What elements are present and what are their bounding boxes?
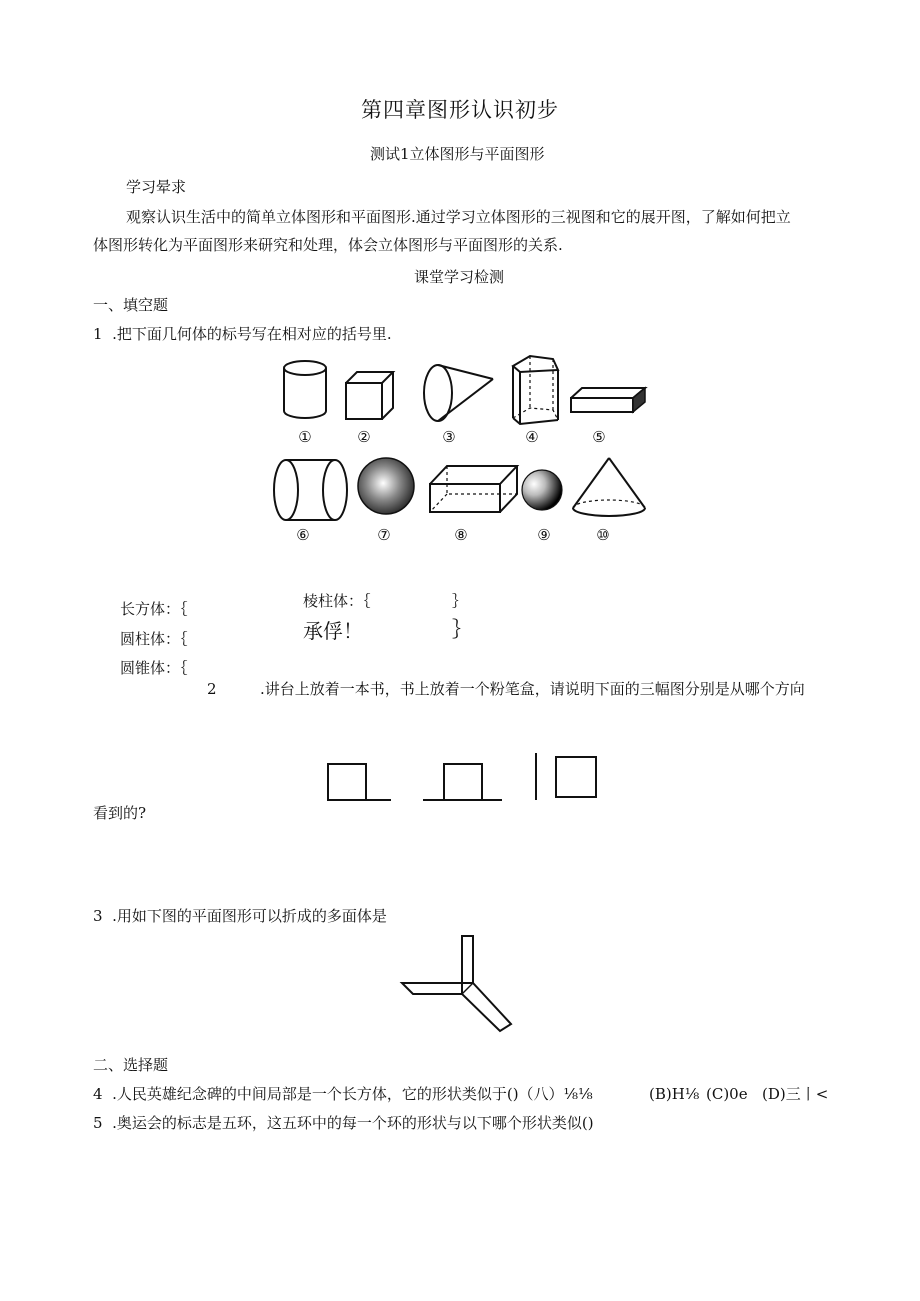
- answer-sphere: 承俘！: [303, 619, 363, 643]
- answer-sphere-close: ｝: [452, 617, 472, 641]
- page-title: 第四章图形认识初步: [361, 98, 559, 122]
- shape-label-9: ⑨: [537, 526, 551, 544]
- part-one-heading: 一、填空题: [93, 296, 169, 314]
- answer-prism-close: ｝: [452, 592, 468, 610]
- shape-label-7: ⑦: [377, 526, 391, 544]
- answer-cone: 圆锥体：｛: [120, 659, 188, 677]
- answer-prism: 棱柱体：｛: [303, 592, 371, 610]
- shape-label-1: ①: [298, 428, 312, 446]
- shape-label-2: ②: [357, 428, 371, 446]
- question-2: .讲台上放着一本书，书上放着一个粉笔盒，请说明下面的三幅图分别是从哪个方向: [260, 680, 805, 698]
- subtitle: 测试1立体图形与平面图形: [370, 145, 545, 163]
- answer-cylinder: 圆柱体：｛: [120, 630, 188, 648]
- shape-label-4: ④: [525, 428, 539, 446]
- part-two-heading: 二、选择题: [93, 1056, 169, 1074]
- shape-label-3: ③: [442, 428, 456, 446]
- section-title: 课堂学习检测: [414, 268, 505, 286]
- question-3: 3 .用如下图的平面图形可以折成的多面体是: [93, 907, 387, 925]
- shape-label-10: ⑩: [596, 526, 610, 544]
- requirements-heading: 学习晕求: [126, 178, 187, 196]
- option-d: (D)三丨<: [762, 1085, 829, 1103]
- question-5: 5 .奥运会的标志是五环，这五环中的每一个环的形状与以下哪个形状类似(): [93, 1114, 594, 1132]
- option-c: (C)0e: [706, 1085, 748, 1103]
- answer-cuboid: 长方体：｛: [120, 600, 188, 618]
- shape-label-8: ⑧: [454, 526, 468, 544]
- question-1: 1 .把下面几何体的标号写在相对应的括号里.: [93, 325, 392, 343]
- question-2-end: 看到的?: [93, 804, 147, 822]
- option-b: (B)H⅛: [649, 1085, 700, 1103]
- intro-line-2: 体图形转化为平面图形来研究和处理，体会立体图形与平面图形的关系.: [93, 236, 563, 254]
- intro-line-1: 观察认识生活中的简单立体图形和平面图形.通过学习立体图形的三视图和它的展开图，了解如何把立: [126, 208, 791, 226]
- shape-label-5: ⑤: [592, 428, 606, 446]
- question-2-number: 2: [207, 680, 217, 698]
- shape-label-6: ⑥: [296, 526, 310, 544]
- question-4: 4 .人民英雄纪念碑的中间局部是一个长方体，它的形状类似于()（八）⅛⅛: [93, 1085, 593, 1103]
